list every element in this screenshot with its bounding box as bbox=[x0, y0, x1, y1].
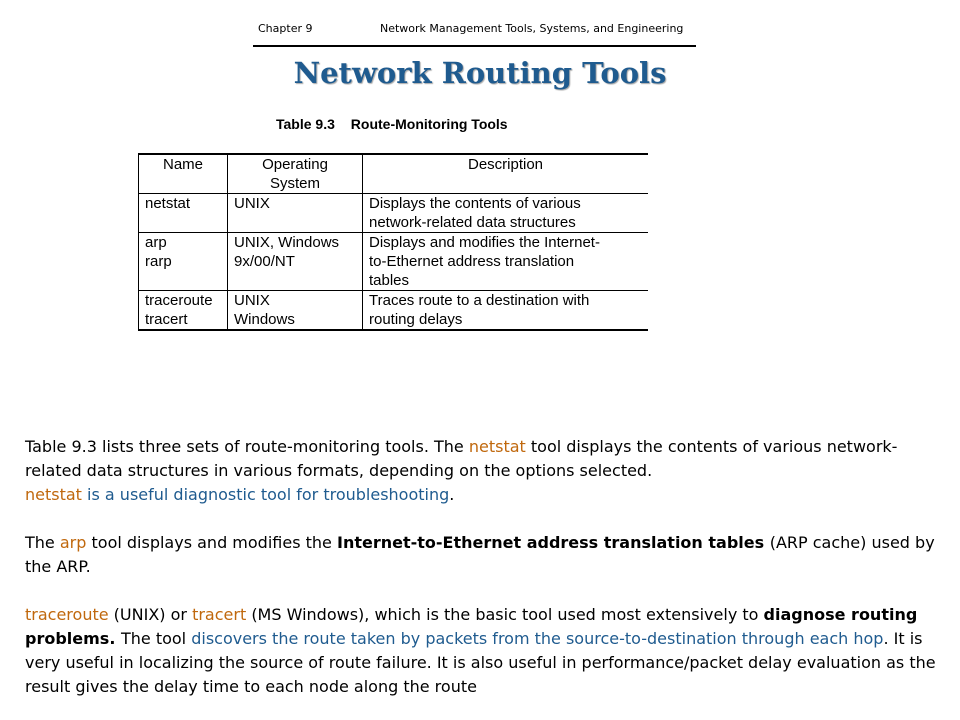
cell-description: Displays and modifies the Internet- to-Ethernet address translation tables bbox=[363, 233, 649, 291]
keyword-traceroute: traceroute bbox=[25, 605, 109, 624]
slide-title: Network Routing Tools bbox=[293, 56, 667, 90]
table-header-row bbox=[139, 154, 649, 194]
table-caption bbox=[276, 116, 508, 132]
cell-description: Displays the contents of various network-related data structures bbox=[363, 194, 649, 233]
paragraph-traceroute: traceroute (UNIX) or tracert (MS Windows), which is the basic tool used most extensively to diagnose routing problems. The tool discovers the route taken by packets from the source-to-destination through each hop. It is very useful in localizing the source of route failure. It is also useful in performance/packet delay evaluation as the result gives the delay time to each node along the route bbox=[25, 605, 936, 696]
cell-description: Traces route to a destination with routing delays bbox=[363, 291, 649, 331]
section-label: Network Management Tools, Systems, and Engineering bbox=[380, 22, 684, 35]
cell-os: UNIX, Windows 9x/00/NT bbox=[228, 233, 363, 291]
table-row bbox=[139, 194, 649, 233]
paragraph-arp: The arp tool displays and modifies the Internet-to-Ethernet address translation tables (ARP cache) used by the ARP. bbox=[25, 533, 935, 576]
keyword-tracert: tracert bbox=[192, 605, 247, 624]
header-cell-os: Operating System bbox=[228, 154, 363, 194]
table-caption-text: Route-Monitoring Tools bbox=[350, 116, 508, 132]
chapter-label: Chapter 9 bbox=[258, 22, 313, 35]
route-monitoring-table bbox=[138, 153, 648, 331]
header-cell-name: Name bbox=[139, 154, 228, 194]
keyword-netstat: netstat bbox=[25, 485, 82, 504]
cell-name: traceroute tracert bbox=[139, 291, 228, 331]
cell-os: UNIX bbox=[228, 194, 363, 233]
cell-os: UNIX Windows bbox=[228, 291, 363, 331]
cell-name: arp rarp bbox=[139, 233, 228, 291]
table-row bbox=[139, 291, 649, 331]
highlight-text: discovers the route taken by packets from the source-to-destination through each hop bbox=[191, 629, 884, 648]
header-divider bbox=[253, 45, 696, 47]
table-row bbox=[139, 233, 649, 291]
cell-name: netstat bbox=[139, 194, 228, 233]
emphasis-text: Internet-to-Ethernet address translation tables bbox=[336, 533, 765, 552]
table-label: Table 9.3 bbox=[276, 116, 335, 132]
highlight-text: is a useful diagnostic tool for troubleshooting bbox=[87, 485, 450, 504]
emphasis-text: diagnose routing problems. bbox=[25, 605, 918, 648]
paragraph-netstat: Table 9.3 lists three sets of route-monitoring tools. The netstat tool displays the contents of various network-related data structures in various formats, depending on the options selected. netstat is a useful diagnostic tool for troubleshooting. bbox=[25, 437, 898, 504]
header-cell-description: Description bbox=[363, 154, 649, 194]
keyword-arp: arp bbox=[59, 533, 87, 552]
keyword-netstat: netstat bbox=[468, 437, 526, 456]
